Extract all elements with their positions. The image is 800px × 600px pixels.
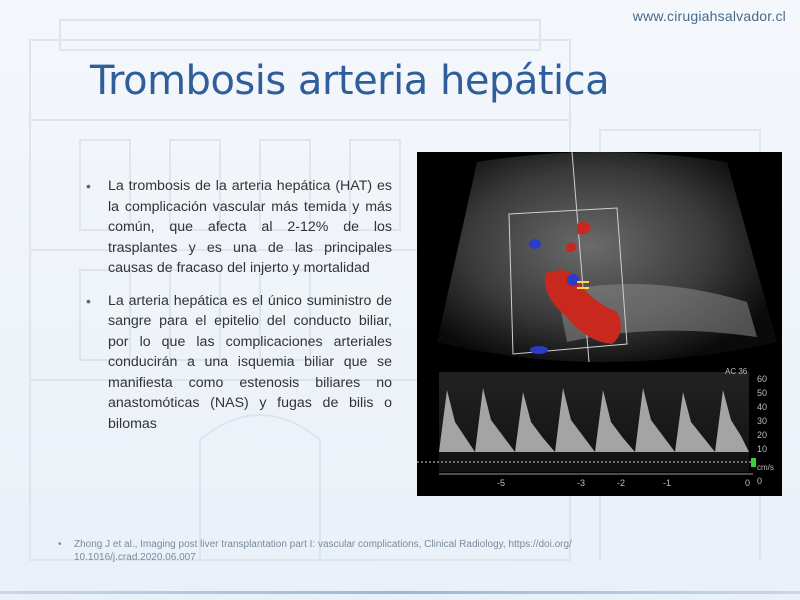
time-tick-label: -2: [617, 478, 626, 488]
footer-divider: [0, 591, 800, 594]
time-tick-label: -3: [577, 478, 586, 488]
site-url: www.cirugiahsalvador.cl: [632, 8, 786, 24]
bullet-text: La arteria hepática es el único suministro de sangre para el epitelio del conducto biliar, por lo que las complicaciones arteriales conducirán a una isquemia biliar que se manifiesta como estenosis biliares no anastomóticas (NAS) y fugas de bilis o bilomas: [108, 292, 392, 432]
bullet-text: La trombosis de la arteria hepática (HAT) es la complicación vascular más temida y más común, que afecta al 2-12% de los trasplantes y es una de las principales causas de fracaso del injerto y mortalidad: [108, 178, 392, 276]
velocity-unit-label: cm/s: [757, 463, 774, 472]
doppler-ultrasound-image: [417, 152, 782, 496]
citation: [58, 538, 658, 564]
doppler-blue-spot: [529, 239, 541, 249]
bullet-item: [82, 291, 392, 435]
baseline-marker: [751, 458, 756, 467]
slide-title: Trombosis arteria hepática: [90, 58, 610, 104]
scale-label: AC 36: [725, 367, 748, 376]
velocity-tick-label: 0: [757, 476, 763, 486]
time-tick-label: 0: [745, 478, 751, 488]
velocity-tick-label: 60: [757, 374, 768, 384]
velocity-tick-label: 10: [757, 444, 768, 454]
bullet-dot-icon: •: [86, 178, 91, 194]
doppler-blue-spot: [530, 346, 548, 354]
ultrasound-svg: [417, 152, 782, 496]
bullet-list: [82, 176, 392, 446]
citation-text: Zhong J et al., Imaging post liver transplantation part I: vascular complications, Clinical Radiology, https://doi.org/ 10.1016/j.crad.2020.06.007: [74, 539, 572, 563]
velocity-tick-label: 40: [757, 402, 768, 412]
bullet-dot-icon: •: [58, 539, 62, 550]
velocity-tick-label: 30: [757, 416, 768, 426]
time-tick-label: -1: [663, 478, 672, 488]
bullet-item: [82, 176, 392, 279]
time-tick-label: -5: [497, 478, 506, 488]
velocity-tick-label: 20: [757, 430, 768, 440]
doppler-blue-spot: [567, 274, 579, 286]
bullet-dot-icon: •: [86, 292, 91, 309]
velocity-tick-label: 50: [757, 388, 768, 398]
